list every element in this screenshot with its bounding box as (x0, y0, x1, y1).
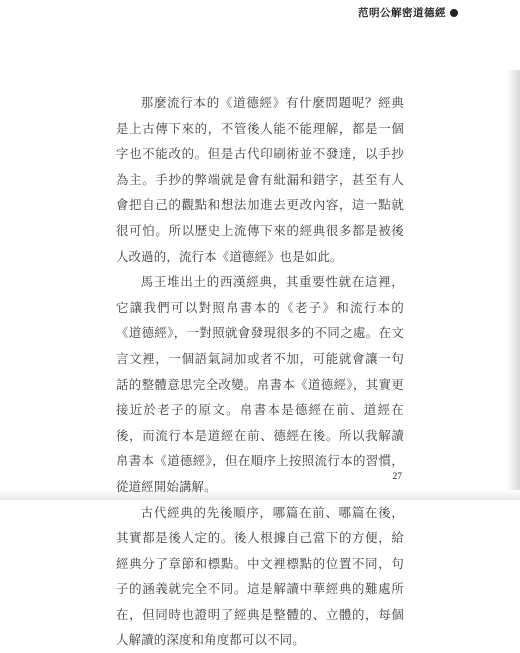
running-header (358, 5, 458, 20)
paragraph-1: 那麼流行本的《道德經》有什麼問題呢？經典是上古傳下來的，不管後人能不能理解，都是一個字也不能改的。但是古代印刷術並不發達，以手抄為主。手抄的弊端就是會有紕漏和錯字，甚至有人會把自己的觀點和想法加進去更改內容，這一點就很可怕。所以歷史上流傳下來的經典很多都是被後人改過的，流行本《道德經》也是如此。 (116, 90, 404, 269)
header-bullet-icon (450, 9, 458, 17)
running-header-title: 范明公解密道德經 (358, 5, 446, 20)
body-text (116, 90, 404, 653)
paragraph-3: 古代經典的先後順序，哪篇在前、哪篇在後，其實都是後人定的。後人根據自己當下的方便，給經典分了章節和標點。中文裡標點的位置不同，句子的涵義就完全不同。這是解讀中華經典的難處所在，但同時也證明了經典是整體的、立體的，每個人解讀的深度和角度都可以不同。 (116, 500, 404, 653)
page-number: 27 (393, 472, 403, 482)
paragraph-2: 馬王堆出土的西漢經典，其重要性就在這裡，它讓我們可以對照帛書本的《老子》和流行本的《道德經》，一對照就會發現很多的不同之處。在文言文裡，一個語氣詞加或者不加，可能就會讓一句話的整體意思完全改變。帛書本《道德經》，其實更接近於老子的原文。帛書本是德經在前、道經在後，而流行本是道經在前、德經在後。所以我解讀帛書本《道德經》，但在順序上按照流行本的習慣，從道經開始講解。 (116, 269, 404, 499)
page-edge-shadow-right (506, 70, 520, 500)
